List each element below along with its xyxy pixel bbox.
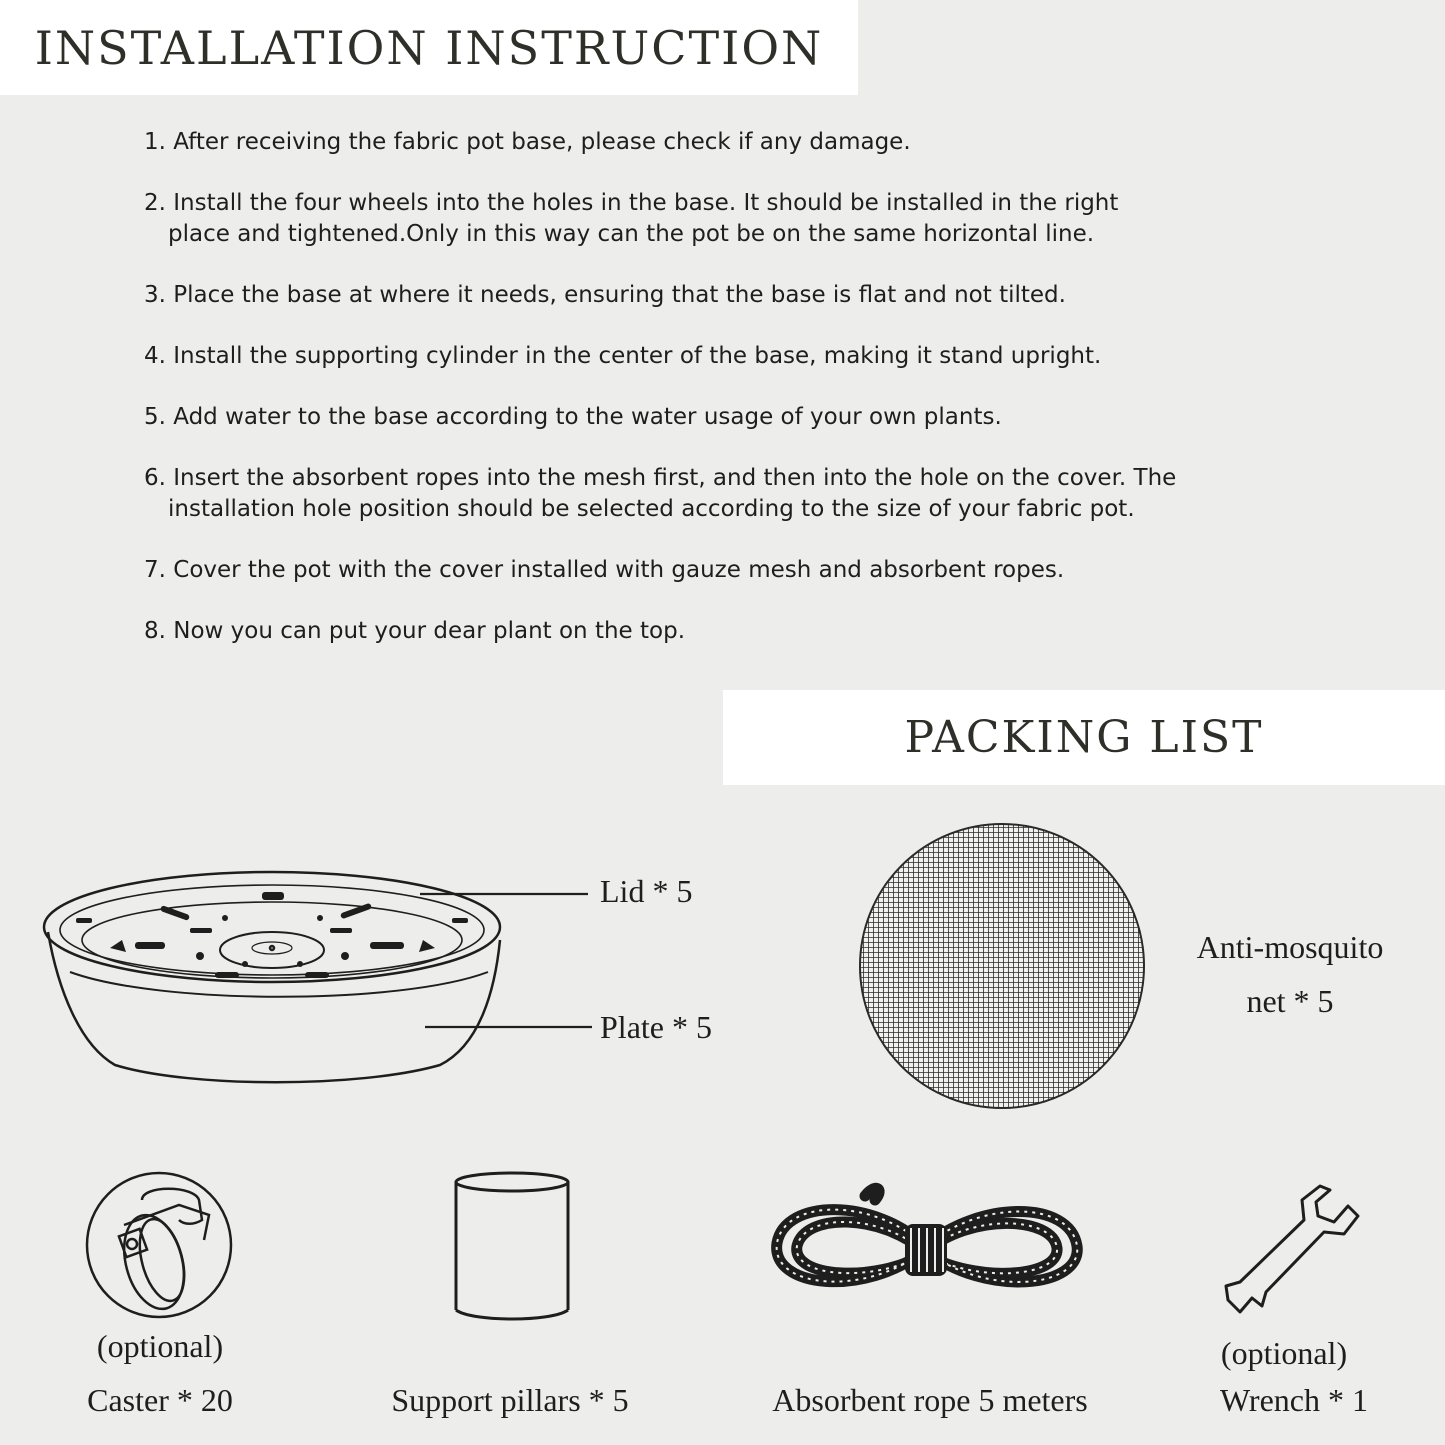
wrench-label: Wrench * 1: [1220, 1382, 1368, 1418]
plate-label: Plate * 5: [600, 1009, 712, 1045]
caster-wheel-icon: [84, 1170, 234, 1320]
step-4: 4. Install the supporting cylinder in the center of the base, making it stand upright.: [144, 343, 1102, 369]
pillars-label: Support pillars * 5: [391, 1382, 629, 1418]
net-label-line1: Anti-mosquito: [1196, 929, 1384, 965]
step-3: 3. Place the base at where it needs, ensuring that the base is flat and not tilted.: [144, 282, 1066, 308]
step-8: 8. Now you can put your dear plant on the top.: [144, 618, 686, 644]
packing-list-title: PACKING LIST: [904, 712, 1264, 763]
step-5: 5. Add water to the base according to the water usage of your own plants.: [144, 404, 1002, 430]
step-1: 1. After receiving the fabric pot base, please check if any damage.: [144, 129, 911, 155]
wrench-icon: [1222, 1182, 1362, 1317]
step-2: 2. Install the four wheels into the holes in the base. It should be installed in the right place and tightened.Only in this way can the pot be on the same horizontal line.: [144, 190, 1119, 247]
step-7: 7. Cover the pot with the cover installed with gauze mesh and absorbent ropes.: [144, 557, 1065, 583]
pot-with-lid-icon: [40, 860, 640, 1090]
packing-list-title-box: [723, 690, 1445, 785]
coiled-rope-icon: [765, 1188, 1090, 1313]
net-label-line2: net * 5: [1246, 983, 1334, 1019]
step-6: 6. Insert the absorbent ropes into the mesh first, and then into the hole on the cover. The installation hole position should be selected according to the size of your fabric pot.: [144, 465, 1177, 522]
net-label: [1170, 920, 1410, 1028]
caster-label: Caster * 20: [87, 1382, 233, 1418]
rope-label: Absorbent rope 5 meters: [772, 1382, 1088, 1418]
installation-title: INSTALLATION INSTRUCTION: [34, 20, 824, 75]
mesh-net-icon: [858, 822, 1146, 1110]
wrench-optional-note: (optional): [1220, 1335, 1348, 1371]
lid-label: Lid * 5: [600, 873, 693, 909]
cylinder-pillar-icon: [452, 1170, 572, 1325]
caster-optional-note: (optional): [96, 1328, 224, 1364]
installation-title-box: [0, 0, 858, 95]
